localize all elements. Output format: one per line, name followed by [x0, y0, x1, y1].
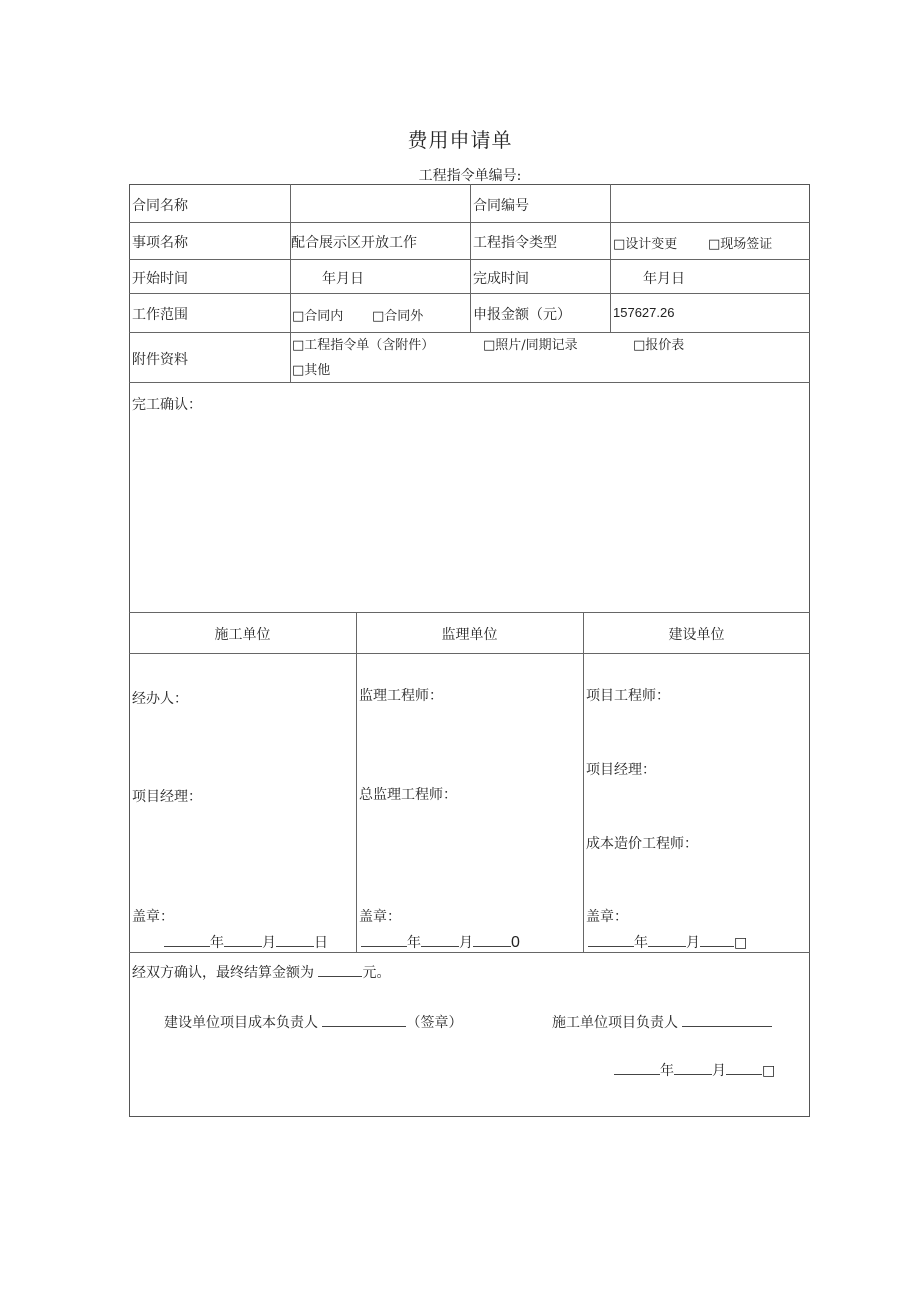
project-manager-label: 项目经理：	[132, 789, 202, 805]
sign-date[interactable]	[361, 932, 520, 952]
project-engineer-label: 项目工程师：	[586, 688, 670, 704]
year-label: 年	[634, 935, 648, 951]
page-title: 费用申请单	[407, 128, 513, 152]
row-divider	[129, 653, 810, 654]
col-divider	[356, 612, 357, 952]
supervision-engineer-label: 监理工程师：	[359, 688, 443, 704]
cost-engineer-label: 成本造价工程师：	[586, 836, 698, 852]
contract-name-label: 合同名称	[132, 198, 188, 214]
item-name-label: 事项名称	[132, 235, 188, 251]
doc-number-label: 工程指令单编号:	[418, 168, 522, 184]
day-label: 日	[314, 935, 328, 951]
start-time-value[interactable]: 年月日	[322, 271, 364, 287]
contractor-responsible[interactable]	[552, 1012, 772, 1032]
col-divider	[583, 612, 584, 952]
confirm-suffix: 元。	[362, 965, 391, 981]
sign-date[interactable]	[588, 932, 747, 952]
in-contract-checkbox[interactable]: □合同内	[292, 309, 344, 324]
contract-name-field[interactable]	[294, 195, 464, 213]
contract-no-field[interactable]	[614, 195, 804, 213]
month-label: 月	[459, 935, 473, 951]
owner-cost-responsible-label: 建设单位项目成本负责人	[164, 1015, 318, 1031]
seal-label: 盖章：	[359, 909, 401, 925]
work-scope-label: 工作范围	[132, 307, 188, 323]
row-divider	[129, 612, 810, 613]
item-name-value[interactable]: 配合展示区开放工作	[291, 235, 417, 251]
month-label: 月	[712, 1063, 726, 1079]
owner-unit-header: 建设单位	[668, 627, 725, 643]
start-time-label: 开始时间	[132, 271, 188, 287]
quotation-checkbox[interactable]: □报价表	[633, 338, 685, 353]
completion-label: 完工确认：	[132, 397, 202, 413]
amount-value[interactable]: 157627.26	[613, 305, 675, 320]
end-time-value[interactable]: 年月日	[643, 271, 685, 287]
contractor-responsible-label: 施工单位项目负责人	[552, 1015, 678, 1031]
day-label: □	[762, 1063, 776, 1079]
col-divider	[470, 184, 471, 333]
sign-date[interactable]	[164, 932, 328, 952]
year-label: 年	[660, 1063, 674, 1079]
site-visa-checkbox[interactable]: □现场签证	[708, 237, 773, 252]
sign-note: （签章）	[406, 1015, 463, 1031]
owner-project-manager-label: 项目经理：	[586, 762, 656, 778]
construction-unit-header: 施工单位	[214, 627, 271, 643]
instruction-sheet-checkbox[interactable]: □工程指令单（含附件）	[292, 338, 435, 353]
completion-area[interactable]	[132, 418, 804, 606]
confirm-prefix: 经双方确认，最终结算金额为	[132, 965, 314, 981]
owner-cost-responsible[interactable]	[164, 1012, 462, 1032]
day-label: 0	[511, 934, 520, 951]
attachments-label: 附件资料	[132, 352, 188, 368]
row-divider	[129, 382, 810, 383]
final-date[interactable]	[614, 1060, 775, 1080]
row-divider	[129, 952, 810, 953]
supervision-unit-header: 监理单位	[441, 627, 498, 643]
handler-label: 经办人：	[132, 691, 188, 707]
month-label: 月	[262, 935, 276, 951]
month-label: 月	[686, 935, 700, 951]
chief-supervision-engineer-label: 总监理工程师：	[359, 787, 457, 803]
design-change-checkbox[interactable]: □设计变更	[613, 237, 678, 252]
seal-label: 盖章：	[132, 909, 174, 925]
out-contract-checkbox[interactable]: □合同外	[372, 309, 424, 324]
amount-label: 申报金额（元）	[473, 307, 571, 323]
end-time-label: 完成时间	[473, 271, 529, 287]
year-label: 年	[210, 935, 224, 951]
photos-records-checkbox[interactable]: □照片/同期记录	[483, 338, 578, 353]
other-checkbox[interactable]: □其他	[292, 363, 331, 378]
col-divider	[610, 184, 611, 333]
instruction-type-label: 工程指令类型	[473, 235, 557, 251]
year-label: 年	[407, 935, 421, 951]
col-divider	[290, 184, 291, 382]
seal-label: 盖章：	[586, 909, 628, 925]
contract-no-label: 合同编号	[473, 198, 529, 214]
final-confirmation[interactable]	[132, 962, 390, 982]
day-label: □	[734, 935, 748, 951]
